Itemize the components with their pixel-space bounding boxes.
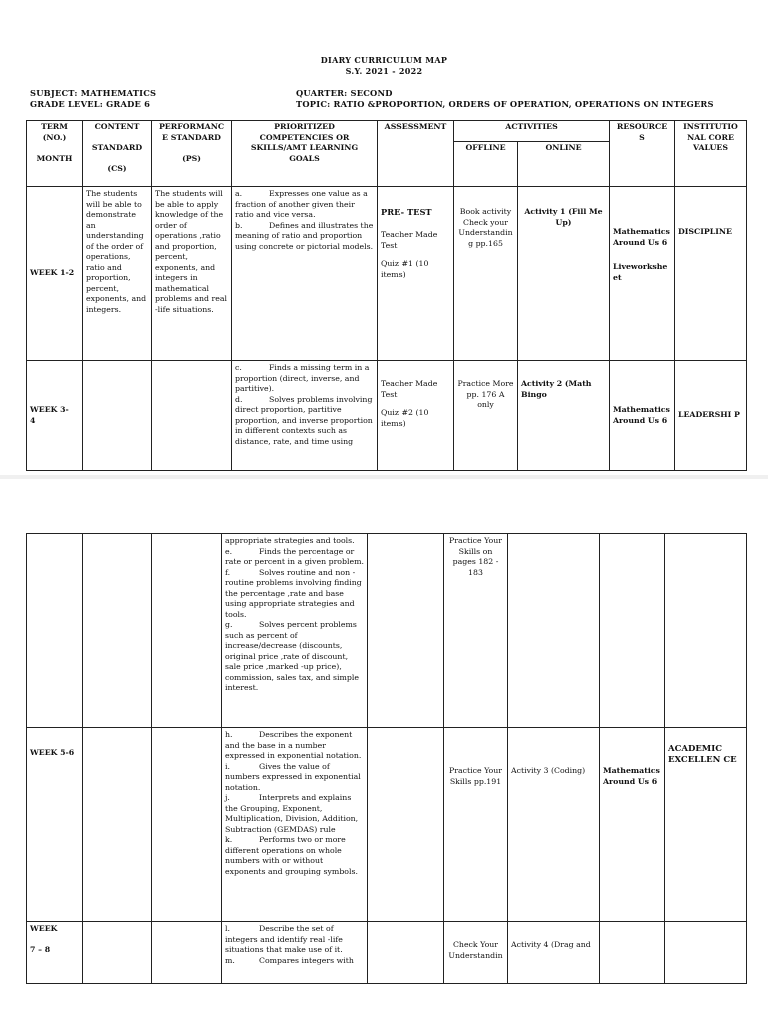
- competency-item: j. Interprets and explains the Grouping, Exponent, Multiplication, Division, Addition, Subtraction (GEMDAS) rule: [225, 793, 359, 834]
- header-performance-standard: PERFORMANC E STANDARD (PS): [152, 121, 232, 187]
- competency-item: d. Solves problems involving direct proportion, partitive proportion, and inverse proportion in different contexts such as distance, rate, and time using: [235, 394, 373, 446]
- term-cell: WEEK 3- 4: [27, 361, 83, 471]
- header-term: TERM (NO.) MONTH: [27, 121, 83, 187]
- document-title: DIARY CURRICULUM MAP: [320, 55, 448, 65]
- core-value-cell: DISCIPLINE: [675, 187, 747, 361]
- core-value-cell: [665, 534, 747, 728]
- term-cell: WEEK 5-6: [27, 728, 83, 922]
- core-value-cell: [665, 922, 747, 984]
- curriculum-map-table-continued: [26, 533, 747, 984]
- term-cell: WEEK 7 – 8: [27, 922, 83, 984]
- assessment-teacher-test: Teacher Made Test: [381, 379, 438, 399]
- page-2: [0, 479, 768, 1024]
- assessment-cell: [368, 728, 444, 922]
- table-row: [27, 361, 747, 471]
- competencies-cell: [232, 187, 378, 361]
- grade-level-label: GRADE LEVEL: GRADE 6: [30, 99, 151, 109]
- competency-item: g. Solves percent problems such as percent of increase/decrease (discounts, original price ,rate of discount, sale price ,marked -up price), commission, sales tax, and simple interest.: [225, 620, 360, 693]
- table-row: [27, 922, 747, 984]
- resources-cell: [600, 534, 665, 728]
- resources-cell: [610, 187, 675, 361]
- curriculum-map-table: [26, 120, 747, 471]
- header-content-standard: CONTENT STANDARD (CS): [83, 121, 152, 187]
- offline-activity-cell: Practice Your Skills pp.191: [444, 728, 508, 922]
- competency-item: l. Describe the set of integers and identify real -life situations that make use of it.: [225, 924, 343, 955]
- assessment-pretest: PRE- TEST: [381, 207, 432, 217]
- online-activity-cell: Activity 4 (Drag and: [508, 922, 600, 984]
- resources-cell: Mathematics Around Us 6: [600, 728, 665, 922]
- competency-item: e. Finds the percentage or rate or percent in a given problem.: [225, 546, 364, 567]
- competency-item: a. Expresses one value as a fraction of another given their ratio and vice versa.: [235, 189, 368, 220]
- competencies-cell: [222, 534, 368, 728]
- offline-activity-cell: Practice Your Skills on pages 182 - 183: [444, 534, 508, 728]
- competency-item: k. Performs two or more different operations on whole numbers with or without exponents and grouping symbols.: [225, 835, 358, 876]
- offline-activity-cell: Practice More pp. 176 A only: [454, 361, 518, 471]
- content-standard-cell: [83, 361, 152, 471]
- header-competencies: PRIORITIZED COMPETENCIES OR SKILLS/AMT LEARNING GOALS: [232, 121, 378, 187]
- competency-item: f. Solves routine and non - routine problems involving finding the percentage ,rate and base using appropriate strategies and tools.: [225, 567, 362, 619]
- header-core-values: INSTITUTIO NAL CORE VALUES: [675, 121, 747, 187]
- assessment-cell: [378, 361, 454, 471]
- resources-cell: [600, 922, 665, 984]
- school-year: S.Y. 2021 - 2022: [345, 66, 423, 76]
- resource-liveworksheet: Liveworkshe et: [613, 262, 668, 282]
- core-value-cell: LEADERSHI P: [675, 361, 747, 471]
- competency-item: h. Describes the exponent and the base in a number expressed in exponential notation.: [225, 730, 362, 761]
- competency-item: i. Gives the value of numbers expressed in exponential notation.: [225, 761, 361, 792]
- offline-activity-cell: Check Your Understandin: [444, 922, 508, 984]
- performance-standard-cell: The students will be able to apply knowledge of the order of operations ,ratio and proportion, percent, exponents, and integers in mathematical problems and real -life situations.: [152, 187, 232, 361]
- term-cell: WEEK 1-2: [27, 187, 83, 361]
- header-assessment: ASSESSMENT: [378, 121, 454, 187]
- topic-label: TOPIC: RATIO &PROPORTION, ORDERS OF OPERATION, OPERATIONS ON INTEGERS: [296, 99, 714, 109]
- competencies-cell: [222, 922, 368, 984]
- subject-label: SUBJECT: MATHEMATICS: [30, 88, 157, 98]
- assessment-cell: [368, 534, 444, 728]
- online-activity-cell: Activity 3 (Coding): [508, 728, 600, 922]
- competency-item: c. Finds a missing term in a proportion (direct, inverse, and partitive).: [235, 363, 370, 394]
- content-standard-cell: [83, 534, 152, 728]
- performance-standard-cell: [152, 922, 222, 984]
- performance-standard-cell: [152, 534, 222, 728]
- header-online: ONLINE: [518, 142, 610, 187]
- competency-item: m. Compares integers with: [225, 955, 354, 965]
- resource-book: Mathematics Around Us 6: [613, 227, 670, 247]
- assessment-quiz: Quiz #2 (10 items): [381, 408, 429, 428]
- term-cell: [27, 534, 83, 728]
- offline-activity-cell: Book activity Check your Understandin g pp.165: [454, 187, 518, 361]
- competency-continuation: appropriate strategies and tools.: [225, 536, 355, 545]
- online-activity-cell: Activity 2 (Math Bingo: [518, 361, 610, 471]
- header-activities: ACTIVITIES: [454, 121, 610, 142]
- competencies-cell: [232, 361, 378, 471]
- assessment-cell: [368, 922, 444, 984]
- competency-item: b. Defines and illustrates the meaning of ratio and proportion using concrete or pictorial models.: [235, 220, 374, 251]
- performance-standard-cell: [152, 361, 232, 471]
- performance-standard-cell: [152, 728, 222, 922]
- content-standard-cell: The students will be able to demonstrate an understanding of the order of operations, ratio and proportion, percent, exponents, and integers.: [83, 187, 152, 361]
- online-activity-cell: [508, 534, 600, 728]
- competencies-cell: [222, 728, 368, 922]
- assessment-teacher-test: Teacher Made Test: [381, 230, 438, 250]
- quarter-label: QUARTER: SECOND: [296, 88, 393, 98]
- table-row: [27, 534, 747, 728]
- table-row: [27, 728, 747, 922]
- table-row: [27, 187, 747, 361]
- resources-cell: Mathematics Around Us 6: [610, 361, 675, 471]
- assessment-cell: [378, 187, 454, 361]
- content-standard-cell: [83, 922, 152, 984]
- online-activity-cell: Activity 1 (Fill Me Up): [518, 187, 610, 361]
- assessment-quiz: Quiz #1 (10 items): [381, 259, 429, 279]
- page-1: [0, 0, 768, 475]
- content-standard-cell: [83, 728, 152, 922]
- header-offline: OFFLINE: [454, 142, 518, 187]
- header-resources: RESOURCE S: [610, 121, 675, 187]
- core-value-cell: ACADEMIC EXCELLEN CE: [665, 728, 747, 922]
